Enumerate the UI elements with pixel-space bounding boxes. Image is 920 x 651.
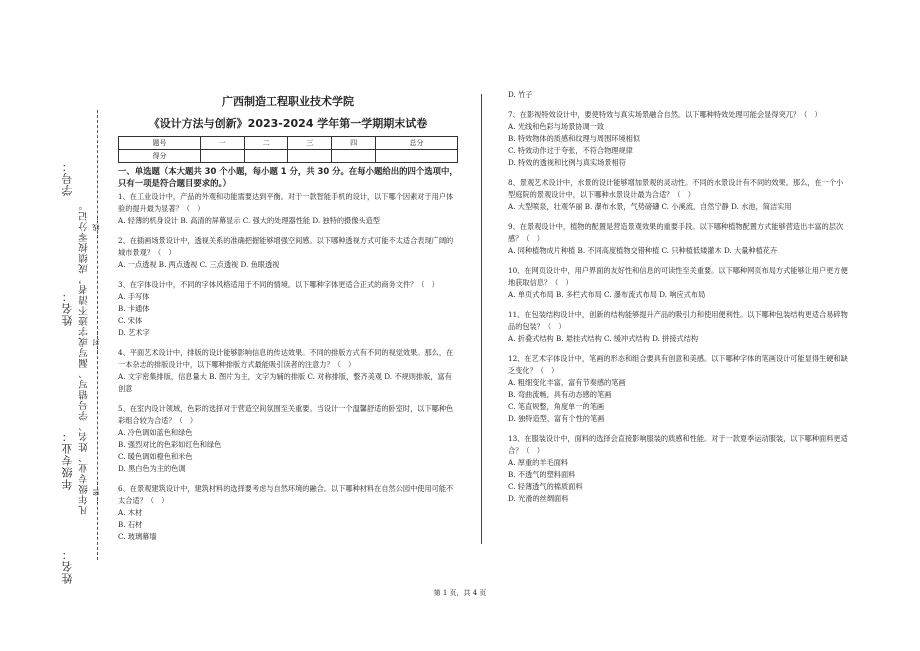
answer-option: B. 不透气的塑料面料 (508, 470, 576, 479)
answer-option: D. 艺术字 (118, 328, 150, 337)
name-label-bottom: 姓名： (61, 548, 74, 584)
question-stem: 9、在景观设计中，植物的配置是营造景观效果的重要手段。以下哪种植物配置方式能够营造出丰富的层次感？（ ） (508, 222, 844, 243)
right-column (508, 89, 848, 513)
answer-option: C. 笔直规整，角度单一的笔画 (508, 402, 605, 411)
question-item (118, 235, 458, 271)
right-question-list (508, 89, 848, 505)
question-item (508, 109, 848, 169)
score-table (118, 136, 458, 163)
cut-mark-secret: …密… (92, 480, 100, 504)
score-header-cell: 三 (288, 137, 332, 150)
left-question-list (118, 191, 458, 543)
answer-option: A. 粗细变化丰富，富有节奏感的笔画 (508, 378, 626, 387)
score-header-cell: 题号 (119, 137, 201, 150)
answer-option: C. 玻璃幕墙 (118, 532, 157, 541)
answer-option: A. 大型喷泉，壮观华丽 B. 瀑布水景，气势磅礴 C. 小溪流，自然宁静 D. 水池，简洁实用 (508, 202, 792, 211)
score-cell (244, 150, 288, 163)
question-item (508, 353, 848, 425)
score-cell (288, 150, 332, 163)
question-stem: 10、在网页设计中，用户界面的友好性和信息的可读性至关重要。以下哪种网页布局方式能够让用户更方便地获取信息？（ ） (508, 266, 848, 287)
question-item (118, 279, 458, 339)
answer-option: B. 特效物体的质感和纹理与周围环境相似 (508, 134, 641, 143)
question-item (118, 347, 458, 395)
answer-option: A. 光线和色彩与场景协调一致 (508, 122, 605, 131)
question-item (508, 265, 848, 301)
grading-notice: 凡年级专业、姓名、学号错写、漏写或字迹不清者，成绩按零分记。 (79, 200, 90, 515)
score-header-cell: 二 (244, 137, 288, 150)
name-label: 姓名： (61, 290, 74, 326)
answer-option: A. 折叠式结构 B. 悬挂式结构 C. 缓冲式结构 D. 拼接式结构 (508, 334, 699, 343)
section-heading: 一、单选题（本大题共 30 个小题，每小题 1 分，共 30 分。在每小题给出的四个选项中，只有一项是符合题目要求的。） (118, 166, 458, 188)
question-item (118, 191, 458, 227)
question-stem: 13、在服装设计中，面料的选择会直接影响服装的质感和性能。对于一款夏季运动服装，以下哪种面料更适合？（ ） (508, 434, 848, 455)
answer-option: C. 轻薄透气的棉质面料 (508, 482, 583, 491)
question-item (118, 483, 458, 543)
exam-title: 《设计方法与创新》2023-2024 学年第一学期期末试卷 (148, 117, 428, 130)
question-stem: 12、在艺术字体设计中，笔画的形态和组合要具有创意和美感。以下哪种字体的笔画设计可能显得生硬和缺乏变化？（ ） (508, 354, 848, 375)
answer-option: C. 暖色调如橙色和米色 (118, 452, 193, 461)
student-id-label: 学号： (61, 160, 74, 196)
question-item (508, 433, 848, 505)
answer-option: D. 黑白色为主的色调 (118, 464, 186, 473)
cut-mark-seal: …封… (92, 330, 100, 354)
question-item (508, 177, 848, 213)
answer-option: D. 独特造型，富有个性的笔画 (508, 414, 605, 423)
answer-option: D. 光滑的丝绸面料 (508, 494, 569, 503)
answer-option: D. 特效的透视和比例与真实场景相符 (508, 158, 626, 167)
question-stem: 1、在工业设计中，产品的外观和功能需要达到平衡。对于一款智能手机的设计，以下哪个因素对于用户体验的提升最为显著？（ ） (118, 192, 454, 213)
question-stem: 7、在影视特效设计中，要使特效与真实场景融合自然。以下哪种特效处理可能会显得突兀？（ ） (508, 110, 822, 119)
question-stem: 4、平面艺术设计中，排版的设计能够影响信息的传达效果。不同的排版方式有不同的视觉效果。那么，在一本杂志的排版设计中，以下哪种排版方式最能吸引读者的注意力？（ ） (118, 348, 454, 369)
answer-option: A. 文字密集排版，信息量大 B. 图片为主，文字为辅的排版 C. 对称排版，整齐美观 D. 不规则排版，富有创意 (118, 372, 452, 393)
answer-option: A. 厚重的羊毛面料 (508, 458, 569, 467)
question-stem: 8、景观艺术设计中，水景的设计能够增加景观的灵动性。不同的水景设计有不同的效果。那么，在一个小型庭院的景观设计中，以下哪种水景设计最为合适？（ ） (508, 178, 844, 199)
column-divider (481, 94, 482, 544)
answer-option: B. 强烈对比的色彩如红色和绿色 (118, 440, 222, 449)
answer-option: D. 竹子 (508, 90, 533, 99)
answer-option: B. 弯曲流畅，具有动态感的笔画 (508, 390, 612, 399)
question-stem: 3、在字体设计中，不同的字体风格适用于不同的情境。以下哪种字体更适合正式的商务文件？（ ） (118, 280, 439, 289)
answer-option: A. 单页式布局 B. 多栏式布局 C. 瀑布流式布局 D. 响应式布局 (508, 290, 706, 299)
cut-mark-line: …线… (92, 215, 100, 239)
score-row-label: 得分 (119, 150, 201, 163)
score-header-cell: 一 (201, 137, 245, 150)
question-item (508, 89, 848, 101)
answer-option: A. 一点透视 B. 两点透视 C. 三点透视 D. 鱼眼透视 (118, 260, 280, 269)
score-cell (332, 150, 376, 163)
answer-option: B. 卡通体 (118, 304, 150, 313)
score-table-header-row (119, 137, 458, 150)
answer-option: A. 手写体 (118, 292, 150, 301)
answer-option: C. 宋体 (118, 316, 143, 325)
score-table-score-row (119, 150, 458, 163)
page-footer: 第 1 页，共 4 页 (433, 589, 487, 597)
question-stem: 5、在室内设计领域，色彩的选择对于营造空间氛围至关重要。当设计一个温馨舒适的卧室时，以下哪种色彩组合较为合适？（ ） (118, 404, 454, 425)
question-item (508, 309, 848, 345)
left-column (118, 96, 458, 551)
answer-option: A. 轻薄的机身设计 B. 高清的屏幕显示 C. 强大的处理器性能 D. 独特的摄像头造型 (118, 216, 380, 225)
answer-option: A. 同种植物成片种植 B. 不同高度植物交错种植 C. 只种植低矮灌木 D. 大量种植花卉 (508, 246, 778, 255)
question-stem: 6、在景观建筑设计中，建筑材料的选择要考虑与自然环境的融合。以下哪种材料在自然公园中使用可能不太合适？（ ） (118, 484, 454, 505)
answer-option: A. 冷色调如蓝色和绿色 (118, 428, 193, 437)
answer-option: B. 石材 (118, 520, 143, 529)
answer-option: A. 木材 (118, 508, 143, 517)
score-header-cell: 四 (332, 137, 376, 150)
question-item (118, 403, 458, 475)
question-stem: 2、在插画场景设计中，透视关系的准确把握能够增强空间感。以下哪种透视方式可能不太适合表现广阔的城市景观？（ ） (118, 236, 454, 257)
question-item (508, 221, 848, 257)
school-name: 广西制造工程职业技术学院 (222, 95, 354, 108)
grade-major-label: 年级专业： (61, 430, 74, 490)
question-stem: 11、在包装结构设计中，创新的结构能够提升产品的吸引力和使用便利性。以下哪种包装结构更适合易碎物品的包装？（ ） (508, 310, 848, 331)
score-cell (375, 150, 457, 163)
score-cell (201, 150, 245, 163)
answer-option: C. 特效动作过于夸张，不符合物理规律 (508, 146, 633, 155)
score-header-cell: 总分 (375, 137, 457, 150)
